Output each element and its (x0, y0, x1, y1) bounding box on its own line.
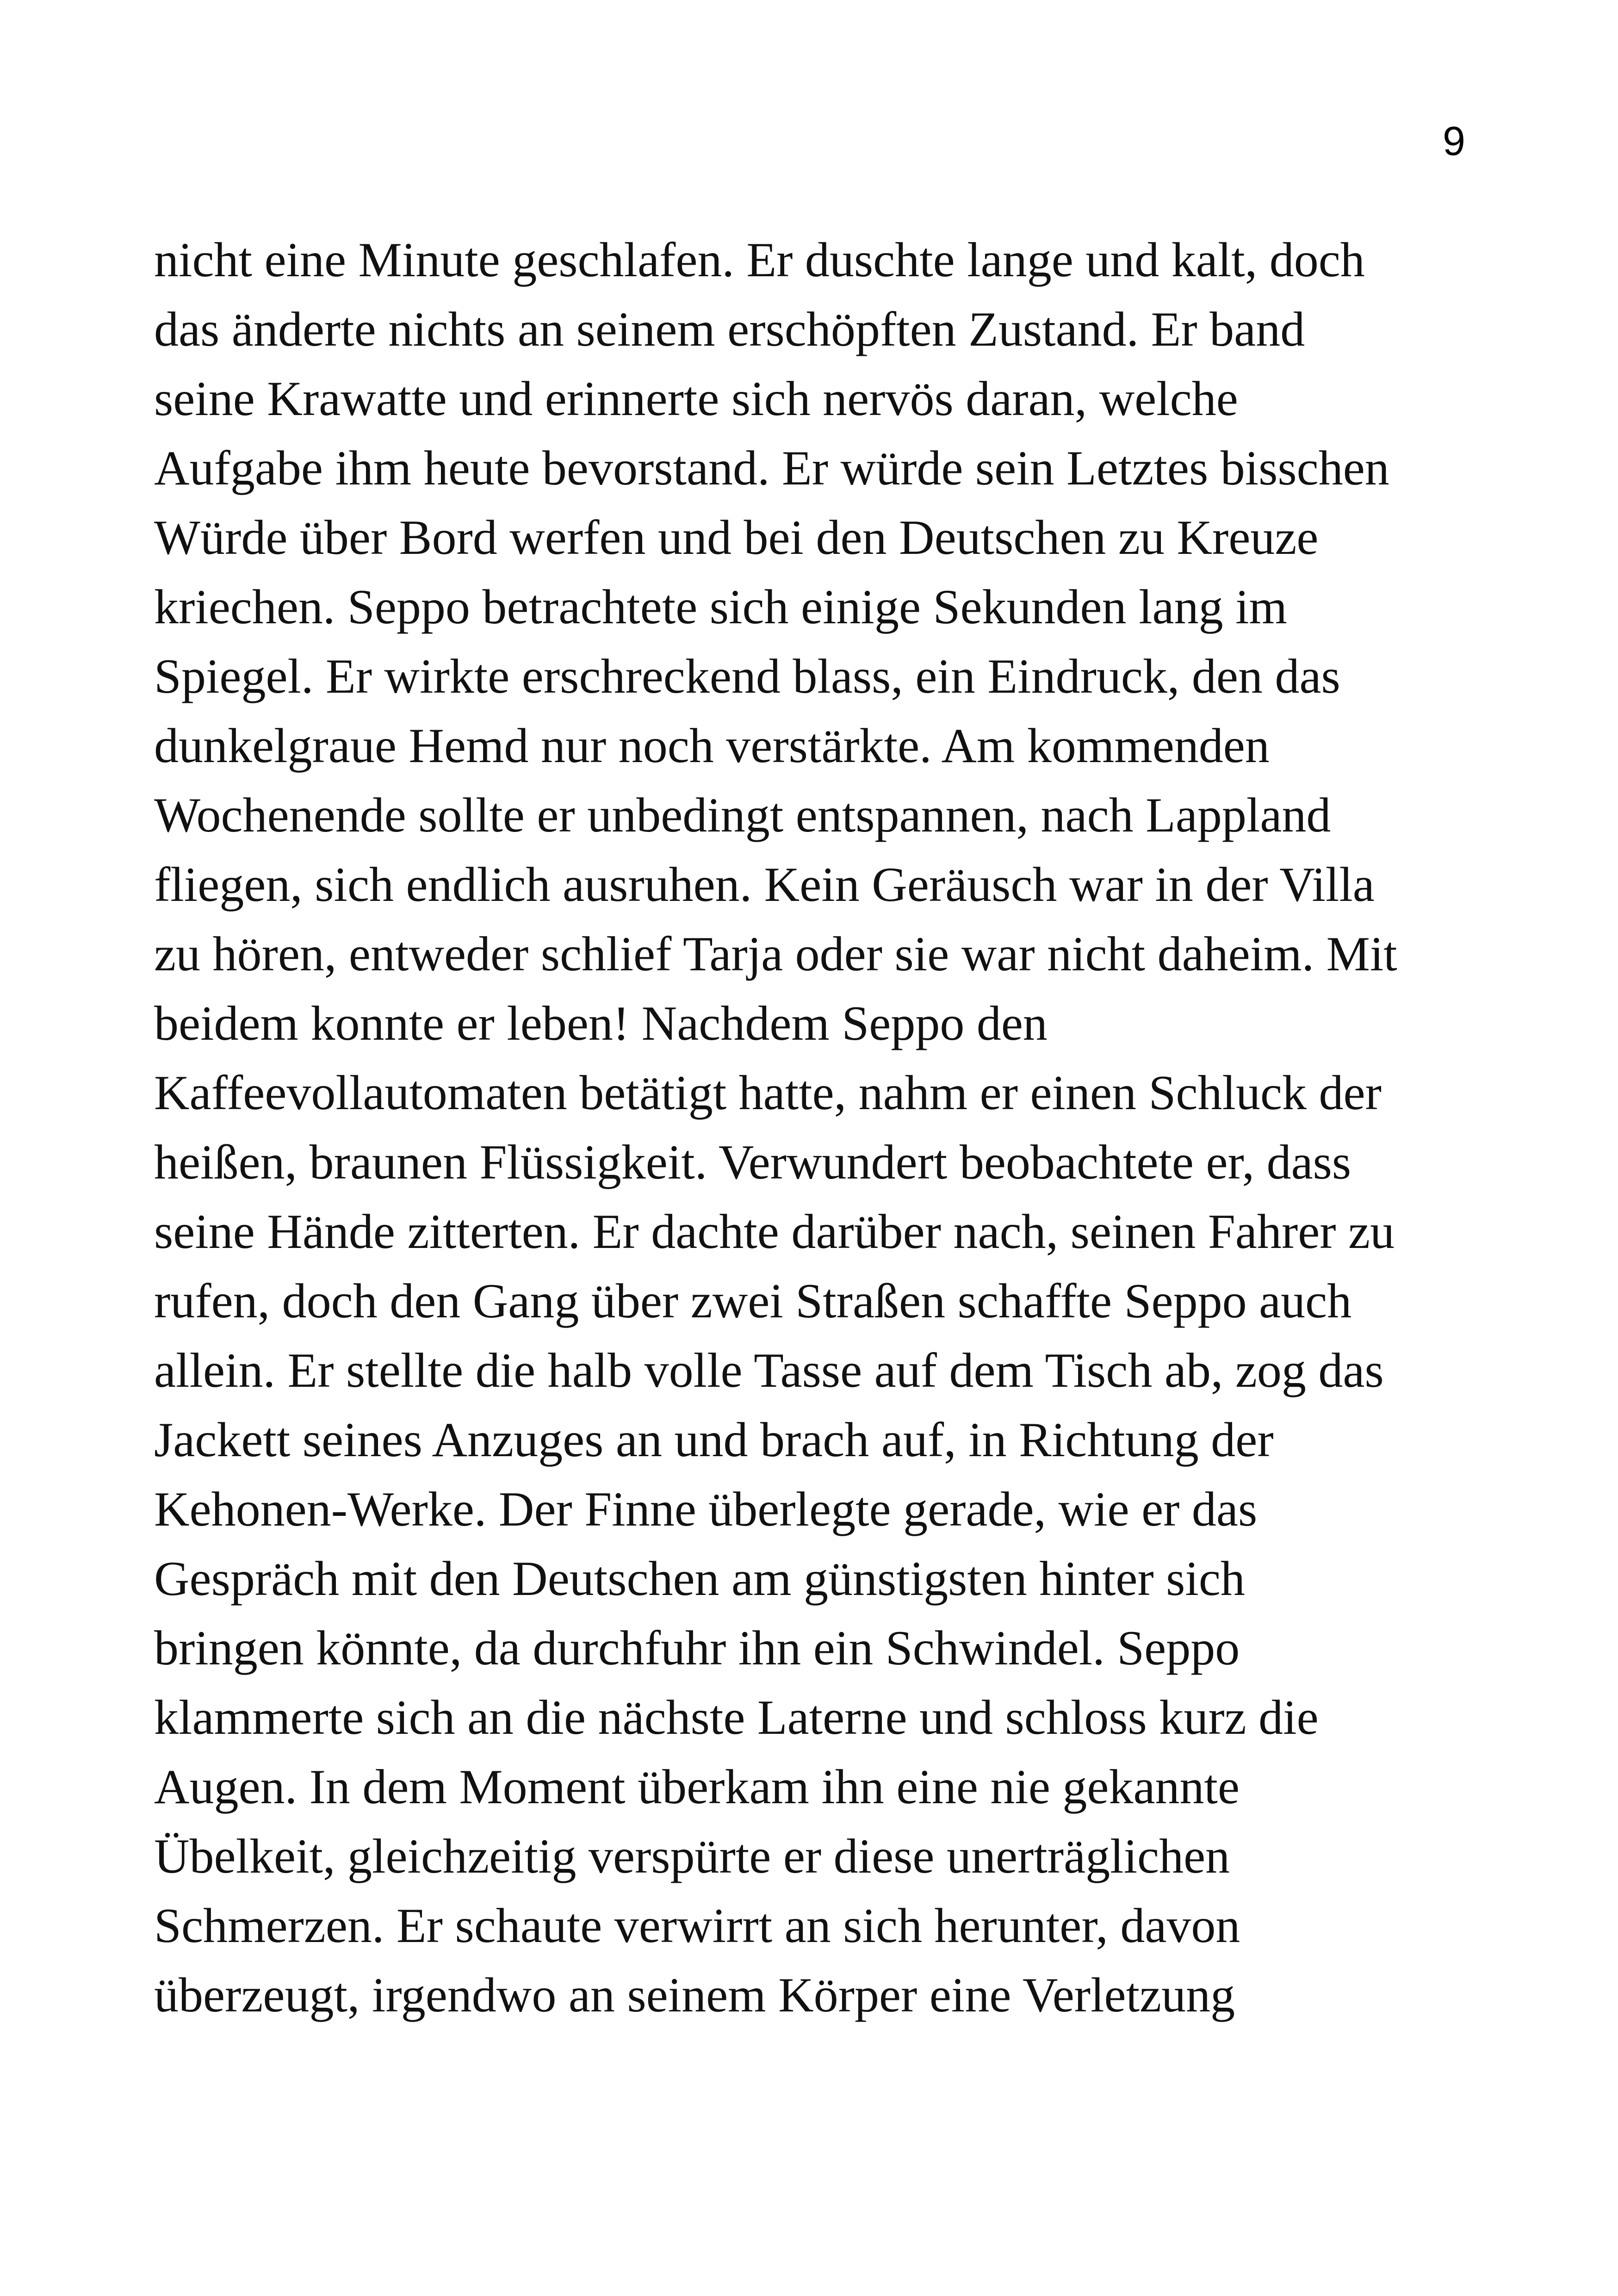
text-line: Jackett seines Anzuges an und brach auf, in Richtung der (154, 1413, 1274, 1467)
body-text (154, 225, 1487, 2030)
text-line: nicht eine Minute geschlafen. Er duschte lange und kalt, doch (154, 233, 1365, 287)
text-line: Aufgabe ihm heute bevorstand. Er würde sein Letztes bisschen (154, 441, 1389, 495)
text-line: dunkelgraue Hemd nur noch verstärkte. Am kommenden (154, 719, 1270, 773)
text-line: Schmerzen. Er schaute verwirrt an sich herunter, davon (154, 1899, 1240, 1953)
text-line: rufen, doch den Gang über zwei Straßen schaffte Seppo auch (154, 1274, 1352, 1328)
text-line: Spiegel. Er wirkte erschreckend blass, ein Eindruck, den das (154, 649, 1340, 703)
text-line: Gespräch mit den Deutschen am günstigsten hinter sich (154, 1551, 1245, 1606)
text-line: allein. Er stellte die halb volle Tasse auf dem Tisch ab, zog das (154, 1343, 1384, 1397)
page-number: 9 (1443, 118, 1465, 164)
text-line: fliegen, sich endlich ausruhen. Kein Geräusch war in der Villa (154, 857, 1375, 912)
text-line: Kaffeevollautomaten betätigt hatte, nahm er einen Schluck der (154, 1066, 1382, 1120)
text-line: seine Hände zitterten. Er dachte darüber nach, seinen Fahrer zu (154, 1204, 1395, 1259)
text-line: Würde über Bord werfen und bei den Deutschen zu Kreuze (154, 510, 1319, 565)
text-line: bringen könnte, da durchfuhr ihn ein Schwindel. Seppo (154, 1621, 1240, 1675)
text-line: Übelkeit, gleichzeitig verspürte er diese unerträglichen (154, 1829, 1230, 1883)
text-line: Augen. In dem Moment überkam ihn eine nie gekannte (154, 1760, 1240, 1814)
text-line: klammerte sich an die nächste Laterne und schloss kurz die (154, 1690, 1319, 1744)
text-line: kriechen. Seppo betrachtete sich einige Sekunden lang im (154, 580, 1287, 634)
text-line: das änderte nichts an seinem erschöpften Zustand. Er band (154, 302, 1305, 356)
text-line: Kehonen-Werke. Der Finne überlegte gerade, wie er das (154, 1482, 1258, 1536)
text-line: seine Krawatte und erinnerte sich nervös daran, welche (154, 372, 1238, 426)
text-line: beidem konnte er leben! Nachdem Seppo den (154, 996, 1048, 1050)
text-line: zu hören, entweder schlief Tarja oder sie war nicht daheim. Mit (154, 927, 1397, 981)
text-line: heißen, braunen Flüssigkeit. Verwundert beobachtete er, dass (154, 1135, 1351, 1189)
text-line: Wochenende sollte er unbedingt entspannen, nach Lappland (154, 788, 1331, 842)
text-line: überzeugt, irgendwo an seinem Körper eine Verletzung (154, 1968, 1235, 2022)
